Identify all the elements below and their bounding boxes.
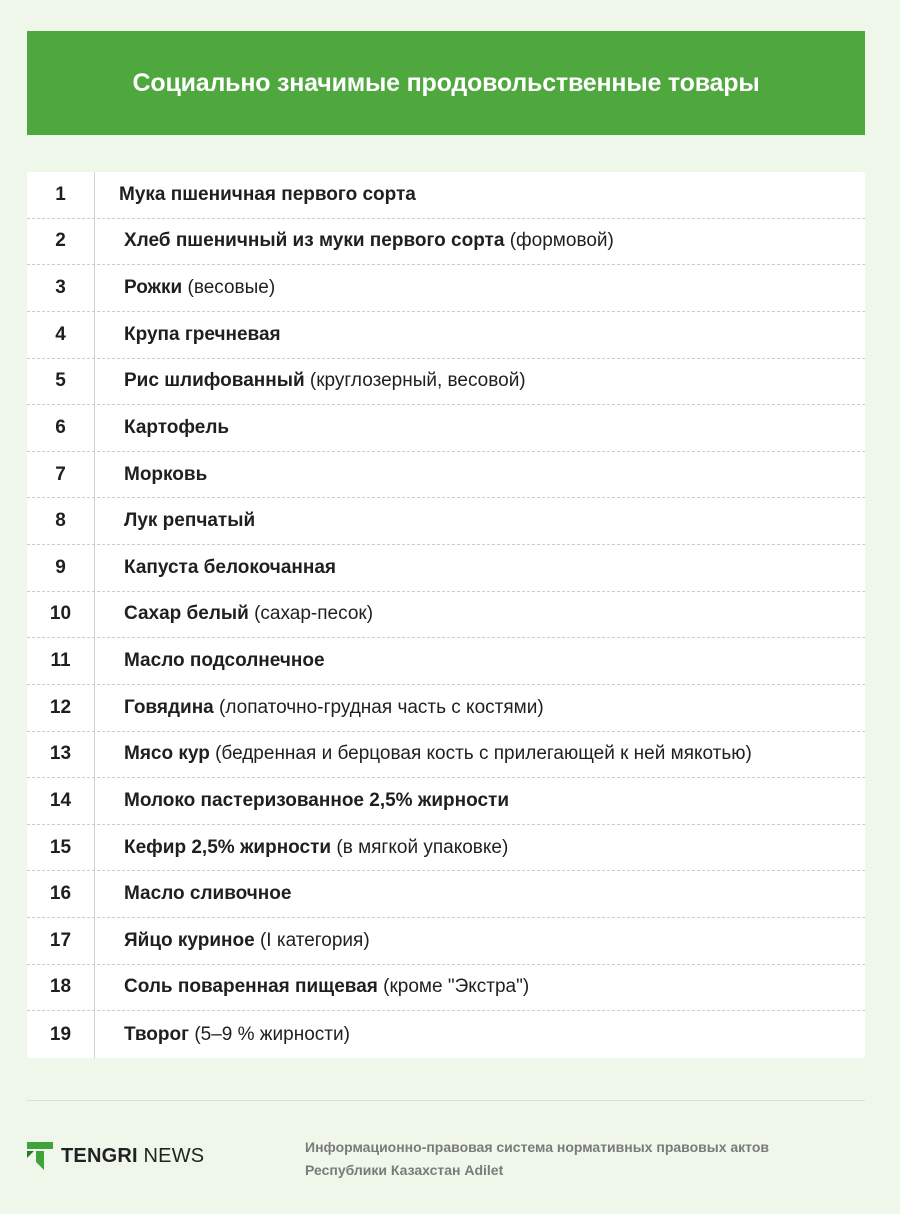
source-caption [305, 1136, 865, 1182]
row-number: 9 [55, 556, 66, 578]
row-number: 17 [49, 929, 72, 951]
product-name-main: Говядина [124, 696, 214, 718]
product-note: (в мягкой упаковке) [336, 836, 509, 858]
product-name-main: Рожки [124, 277, 183, 299]
product-note: (I категория) [259, 929, 370, 951]
table-row [27, 312, 865, 359]
product-note: (формовой) [509, 230, 614, 252]
table-row [27, 732, 865, 779]
row-number: 10 [49, 603, 72, 625]
header-banner [27, 31, 865, 135]
product-name [94, 1024, 350, 1046]
product-name [94, 417, 229, 439]
row-number: 14 [49, 789, 72, 811]
table-row [27, 825, 865, 872]
product-note: (кроме "Экстра") [383, 976, 530, 998]
row-number: 6 [55, 416, 66, 438]
table-row [27, 638, 865, 685]
footer-divider [27, 1100, 865, 1101]
table-row [27, 265, 865, 312]
row-number: 16 [49, 883, 72, 905]
product-name-main: Мука пшеничная первого сорта [119, 183, 416, 205]
product-name-main: Морковь [124, 463, 208, 485]
product-name [94, 837, 508, 859]
product-name [94, 370, 526, 392]
row-number: 3 [55, 277, 66, 299]
product-note: (лопаточно-грудная часть с костями) [219, 696, 544, 718]
product-name-main: Лук репчатый [124, 510, 256, 532]
product-name [94, 324, 281, 346]
product-name [94, 464, 207, 486]
product-name-main: Масло сливочное [124, 883, 292, 905]
row-number: 4 [55, 323, 66, 345]
product-name [94, 603, 373, 625]
logo-text-bold: TENGRI [61, 1144, 138, 1167]
product-name-main: Рис шлифованный [124, 370, 305, 392]
product-name-main: Яйцо куриное [124, 929, 255, 951]
table-row [27, 871, 865, 918]
product-note: (бедренная и берцовая кость с прилегающей к ней мякотью) [215, 743, 752, 765]
product-name [94, 790, 509, 812]
logo-text-light: NEWS [143, 1144, 205, 1167]
source-line-2: Республики Казахстан Adilet [305, 1162, 504, 1178]
product-note: (весовые) [187, 277, 276, 299]
table-row [27, 359, 865, 406]
product-name [94, 743, 752, 765]
product-name-main: Мясо кур [124, 743, 210, 765]
product-note: (5–9 % жирности) [194, 1023, 350, 1045]
product-name [94, 650, 325, 672]
product-name-main: Хлеб пшеничный из муки первого сорта [124, 230, 505, 252]
row-number: 12 [49, 696, 72, 718]
table-row [27, 1011, 865, 1058]
table-row [27, 452, 865, 499]
table-row [27, 172, 865, 219]
table-row [27, 685, 865, 732]
table-row [27, 965, 865, 1012]
row-number: 2 [55, 230, 66, 252]
product-name-main: Кефир 2,5% жирности [124, 836, 332, 858]
table-row [27, 918, 865, 965]
row-number: 11 [50, 650, 71, 672]
table-row [27, 219, 865, 266]
product-name-main: Сахар белый [124, 603, 249, 625]
row-number: 18 [49, 976, 72, 998]
tengri-logo-icon [27, 1142, 53, 1170]
row-number: 1 [55, 183, 66, 205]
product-name [94, 277, 275, 299]
page-title: Социально значимые продовольственные товары [132, 68, 760, 97]
table-row [27, 592, 865, 639]
product-note: (круглозерный, весовой) [309, 370, 526, 392]
row-number: 13 [49, 743, 72, 765]
product-name-main: Масло подсолнечное [124, 650, 325, 672]
product-name-main: Крупа гречневая [124, 323, 281, 345]
goods-table [27, 172, 865, 1058]
product-name-main: Молоко пастеризованное 2,5% жирности [124, 789, 510, 811]
product-note: (сахар-песок) [254, 603, 374, 625]
row-number: 15 [49, 836, 72, 858]
table-row [27, 778, 865, 825]
product-name [94, 976, 529, 998]
row-number: 8 [55, 510, 66, 532]
table-row [27, 498, 865, 545]
row-number: 5 [55, 370, 66, 392]
product-name-main: Картофель [124, 416, 230, 438]
product-name-main: Соль поваренная пищевая [124, 976, 378, 998]
table-row [27, 545, 865, 592]
source-line-1: Информационно-правовая система нормативных правовых актов [305, 1139, 769, 1155]
product-name [94, 510, 255, 532]
product-name-main: Творог [124, 1023, 190, 1045]
product-name [94, 930, 370, 952]
tengri-news-logo [27, 1142, 204, 1170]
row-number: 19 [49, 1023, 72, 1045]
product-name [94, 883, 291, 905]
row-number: 7 [55, 463, 66, 485]
product-name [94, 557, 336, 579]
product-name [94, 184, 416, 206]
table-row [27, 405, 865, 452]
product-name [94, 230, 614, 252]
product-name-main: Капуста белокочанная [124, 556, 337, 578]
product-name [94, 697, 544, 719]
